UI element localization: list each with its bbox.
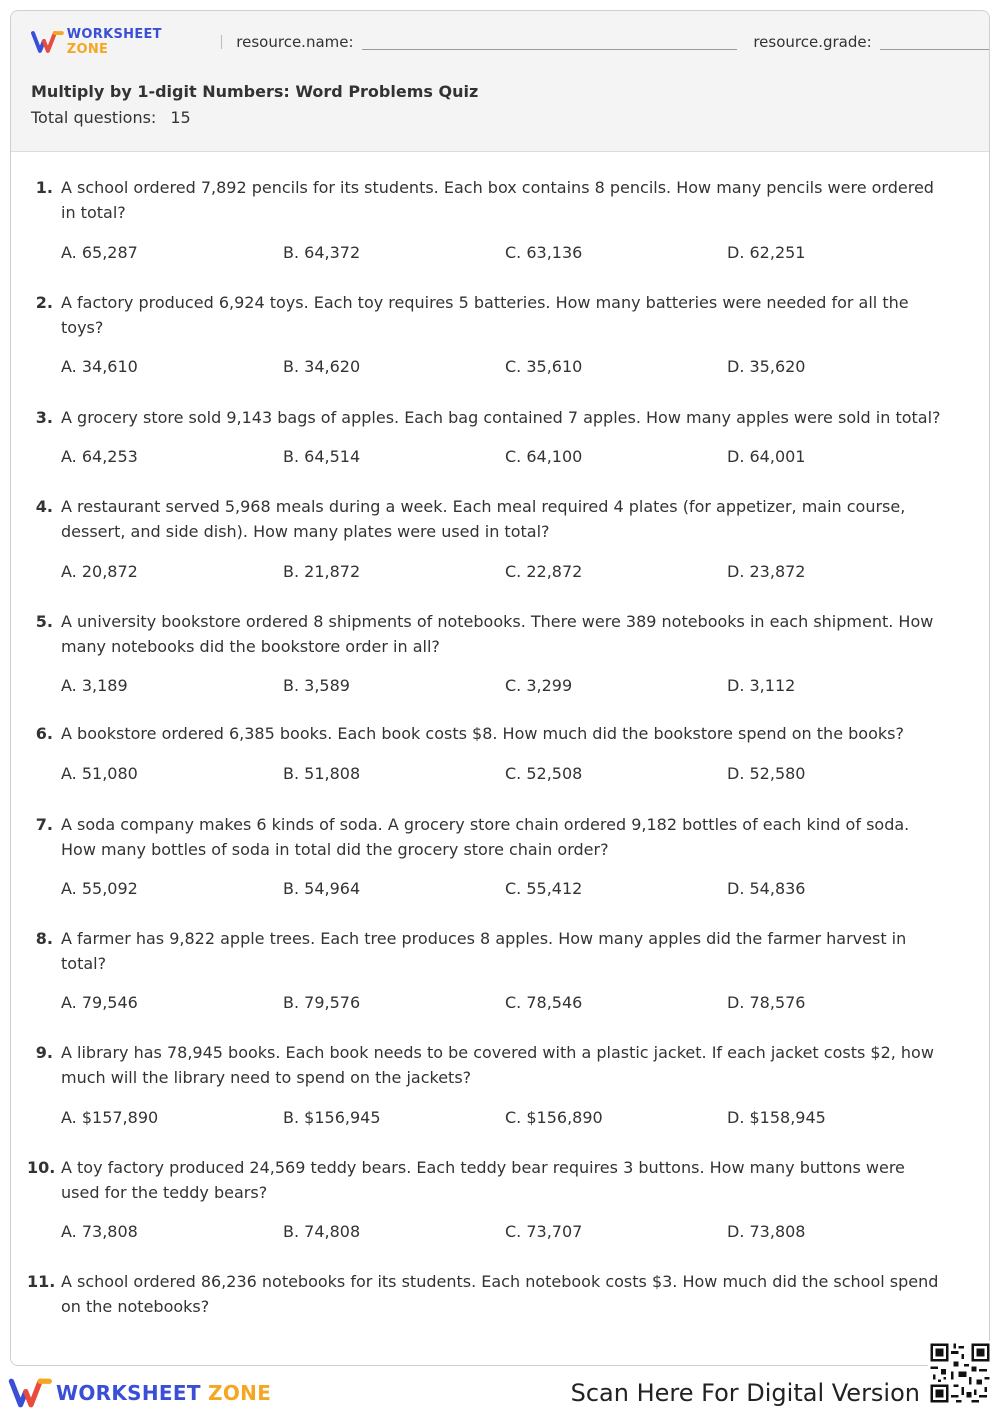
question-text: A soda company makes 6 kinds of soda. A grocery store chain ordered 9,182 bottles of each kind of soda. How many bottles of soda in total did the grocery store chain order?	[61, 815, 910, 859]
footer-logo	[8, 1376, 271, 1410]
brand-name-part-1: WORKSHEET	[66, 27, 162, 42]
question-text: A factory produced 6,924 toys. Each toy requires 5 batteries. How many batteries were needed for all the toys?	[61, 293, 909, 337]
footer-brand-part-1: WORKSHEET	[56, 1381, 201, 1405]
answer-option-d: D. 3,112	[727, 676, 796, 695]
answer-option-b: B. 79,576	[283, 993, 361, 1012]
question-text: A bookstore ordered 6,385 books. Each book costs $8. How much did the bookstore spend on the books?	[61, 724, 904, 743]
question-number: 4.	[35, 497, 53, 516]
footer-brand-part-2: ZONE	[208, 1381, 272, 1405]
question-number: 8.	[35, 929, 53, 948]
question-number: 3.	[35, 408, 53, 427]
answer-option-a: A. 55,092	[61, 879, 138, 898]
answer-option-c: C. $156,890	[505, 1108, 603, 1127]
answer-option-b: B. 34,620	[283, 357, 361, 376]
answer-option-a: A. 51,080	[61, 764, 138, 783]
answer-option-b: B. 74,808	[283, 1222, 361, 1241]
answer-option-d: D. 52,580	[727, 764, 806, 783]
answer-option-d: D. 35,620	[727, 357, 806, 376]
answer-option-d: D. 54,836	[727, 879, 806, 898]
answer-option-c: C. 3,299	[505, 676, 573, 695]
resource-grade-line	[880, 49, 989, 50]
question-text: A school ordered 7,892 pencils for its students. Each box contains 8 pencils. How many pencils were ordered in total?	[61, 178, 934, 222]
brand-name-part-2: ZONE	[66, 42, 109, 57]
answer-option-d: D. $158,945	[727, 1108, 826, 1127]
total-questions	[31, 108, 191, 127]
scan-caption: Scan Here For Digital Version	[570, 1379, 920, 1407]
answer-option-a: A. 20,872	[61, 562, 138, 581]
answer-option-a: A. 65,287	[61, 243, 138, 262]
answer-option-c: C. 35,610	[505, 357, 583, 376]
answer-option-b: B. 21,872	[283, 562, 361, 581]
answer-option-d: D. 73,808	[727, 1222, 806, 1241]
question-number: 6.	[35, 724, 53, 743]
question-number: 7.	[35, 815, 53, 834]
answer-option-a: A. 79,546	[61, 993, 138, 1012]
question-text: A restaurant served 5,968 meals during a week. Each meal required 4 plates (for appetizer, main course, dessert, and side dish). How many plates were used in total?	[61, 497, 906, 541]
resource-name-label: resource.name:	[236, 33, 354, 51]
question-text: A farmer has 9,822 apple trees. Each tree produces 8 apples. How many apples did the farmer harvest in total?	[61, 929, 907, 973]
worksheet-sheet	[10, 10, 990, 1366]
answer-option-c: C. 22,872	[505, 562, 583, 581]
answer-option-b: B. $156,945	[283, 1108, 381, 1127]
worksheet-header	[11, 11, 989, 152]
total-questions-value: 15	[170, 108, 191, 127]
answer-option-b: B. 54,964	[283, 879, 361, 898]
question-number: 1.	[35, 178, 53, 197]
question-number: 11.	[27, 1272, 56, 1291]
answer-option-a: A. 34,610	[61, 357, 138, 376]
answer-option-b: B. 3,589	[283, 676, 350, 695]
answer-option-c: C. 52,508	[505, 764, 583, 783]
answer-option-c: C. 78,546	[505, 993, 583, 1012]
answer-option-d: D. 23,872	[727, 562, 806, 581]
answer-option-a: A. $157,890	[61, 1108, 159, 1127]
worksheetzone-logo-icon	[8, 1376, 54, 1410]
answer-option-a: A. 64,253	[61, 447, 138, 466]
question-text: A school ordered 86,236 notebooks for its students. Each notebook costs $3. How much did the school spend on the notebooks?	[61, 1272, 939, 1316]
answer-option-d: D. 64,001	[727, 447, 806, 466]
question-text: A university bookstore ordered 8 shipments of notebooks. There were 389 notebooks in each shipment. How many notebooks did the bookstore order in all?	[61, 612, 934, 656]
answer-option-c: C. 55,412	[505, 879, 583, 898]
answer-option-c: C. 63,136	[505, 243, 583, 262]
question-text: A library has 78,945 books. Each book needs to be covered with a plastic jacket. If each jacket costs $2, how much will the library need to spend on the jackets?	[61, 1043, 934, 1087]
answer-option-b: B. 51,808	[283, 764, 361, 783]
quiz-title: Multiply by 1-digit Numbers: Word Problems Quiz	[31, 82, 479, 101]
answer-option-a: A. 3,189	[61, 676, 128, 695]
footer-brand-name	[56, 1381, 271, 1405]
answer-option-a: A. 73,808	[61, 1222, 138, 1241]
worksheetzone-logo-icon	[31, 29, 65, 55]
question-number: 2.	[35, 293, 53, 312]
question-text: A grocery store sold 9,143 bags of apples. Each bag contained 7 apples. How many apples were sold in total?	[61, 408, 941, 427]
answer-option-c: C. 64,100	[505, 447, 583, 466]
divider	[221, 35, 222, 49]
answer-option-b: B. 64,372	[283, 243, 361, 262]
resource-name-line	[362, 49, 738, 50]
question-number: 9.	[35, 1043, 53, 1062]
question-number: 10.	[27, 1158, 56, 1177]
brand-name	[67, 27, 208, 57]
answer-option-b: B. 64,514	[283, 447, 361, 466]
question-number: 5.	[35, 612, 53, 631]
total-questions-label: Total questions:	[31, 108, 157, 127]
answer-option-d: D. 78,576	[727, 993, 806, 1012]
qr-code-icon[interactable]	[928, 1341, 992, 1405]
header-logo	[31, 29, 989, 55]
question-text: A toy factory produced 24,569 teddy bears. Each teddy bear requires 3 buttons. How many buttons were used for the teddy bears?	[61, 1158, 905, 1202]
answer-option-c: C. 73,707	[505, 1222, 583, 1241]
resource-grade-label: resource.grade:	[753, 33, 872, 51]
answer-option-d: D. 62,251	[727, 243, 806, 262]
